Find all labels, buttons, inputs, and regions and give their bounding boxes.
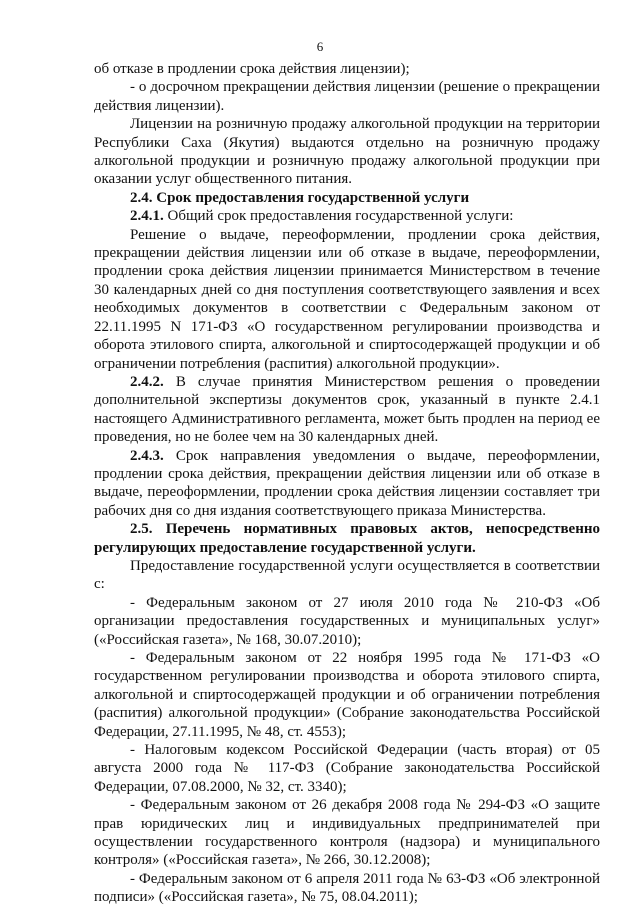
paragraph bbox=[94, 207, 600, 225]
list-item: - Федеральным законом от 6 апреля 2011 года № 63-ФЗ «Об электронной подписи» («Российская газета», № 75, 08.04.2011); bbox=[94, 870, 600, 906]
paragraph: Предоставление государственной услуги осуществляется в соответствии с: bbox=[94, 557, 600, 593]
clause-number: 2.4.1. bbox=[130, 208, 164, 225]
page-number: 6 bbox=[316, 39, 324, 54]
list-item: - Федеральным законом от 22 ноября 1995 года № 171-ФЗ «О государственном регулировании производства и оборота этилового спирта, алкогольной и спиртосодержащей продукции и об ограничении потребления (распития) алкогольной продукции» (Собрание законодательства Российской Федерации, 27.11.1995, № 48, ст. 4553); bbox=[94, 650, 600, 740]
list-item: - Федеральным законом от 26 декабря 2008 года № 294-ФЗ «О защите прав юридических лиц и индивидуальных предпринимателей при осуществлении государственного контроля (надзора) и муниципального контроля» («Российская газета», № 266, 30.12.2008); bbox=[94, 797, 600, 869]
paragraph: об отказе в продлении срока действия лицензии); bbox=[94, 61, 410, 77]
paragraph bbox=[94, 447, 600, 521]
list-item: - о досрочном прекращении действия лицензии (решение о прекращении действия лицензии). bbox=[94, 79, 600, 114]
list-item: - Федеральным законом от 27 июля 2010 года № 210-ФЗ «Об организации предоставления государственных и муниципальных услуг» («Российская газета», № 168, 30.07.2010); bbox=[94, 594, 600, 648]
section-heading: 2.5. Перечень нормативных правовых актов, непосредственно регулирующих предоставление государственной услуги. bbox=[94, 521, 600, 556]
paragraph bbox=[94, 373, 600, 447]
list-item: - Налоговым кодексом Российской Федерации (часть вторая) от 05 августа 2000 года № 117-ФЗ (Собрание законодательства Российской Федерации, 07.08.2000, № 32, ст. 3340); bbox=[94, 742, 600, 795]
paragraph-text: Общий срок предоставления государственной услуги: bbox=[167, 208, 514, 225]
paragraph: Лицензии на розничную продажу алкогольной продукции на территории Республики Саха (Якутия) выдаются отдельно на розничную продажу алкогольной продукции и розничную продажу алкогольной продукции при оказании услуг общественного питания. bbox=[94, 116, 600, 188]
clause-number: 2.4.3. bbox=[130, 447, 164, 464]
document-body bbox=[94, 60, 600, 907]
paragraph-text: Срок направления уведомления о выдаче, переоформлении, продлении срока действия, прекращении действия лицензии или об отказе в выдаче, переоформлении, продлении срока действия лицензии составляет три рабочих дня со дня издания соответствующего приказа Министерства. bbox=[94, 447, 601, 519]
paragraph-text: В случае принятия Министерством решения о проведении дополнительной экспертизы документов срок, указанный в пункте 2.4.1 настоящего Административного регламента, может быть продлен на период ее проведения, но не более чем на 30 календарных дней. bbox=[94, 373, 600, 446]
clause-number: 2.4.2. bbox=[130, 373, 164, 390]
section-heading: 2.4. Срок предоставления государственной услуги bbox=[130, 189, 470, 206]
paragraph: Решение о выдаче, переоформлении, продлении срока действия, прекращении действия лицензии или об отказе в выдаче, переоформлении, продлении срока действия лицензии принимается Министерством в течение 30 календарных дней со дня поступления соответствующего заявления и всех необходимых документов в соответствии с Федеральным законом от 22.11.1995 N 171-ФЗ «О государственном регулировании производства и оборота этилового спирта, алкогольной и спиртосодержащей продукции и об ограничении потребления (распития) алкогольной продукции». bbox=[94, 226, 600, 372]
